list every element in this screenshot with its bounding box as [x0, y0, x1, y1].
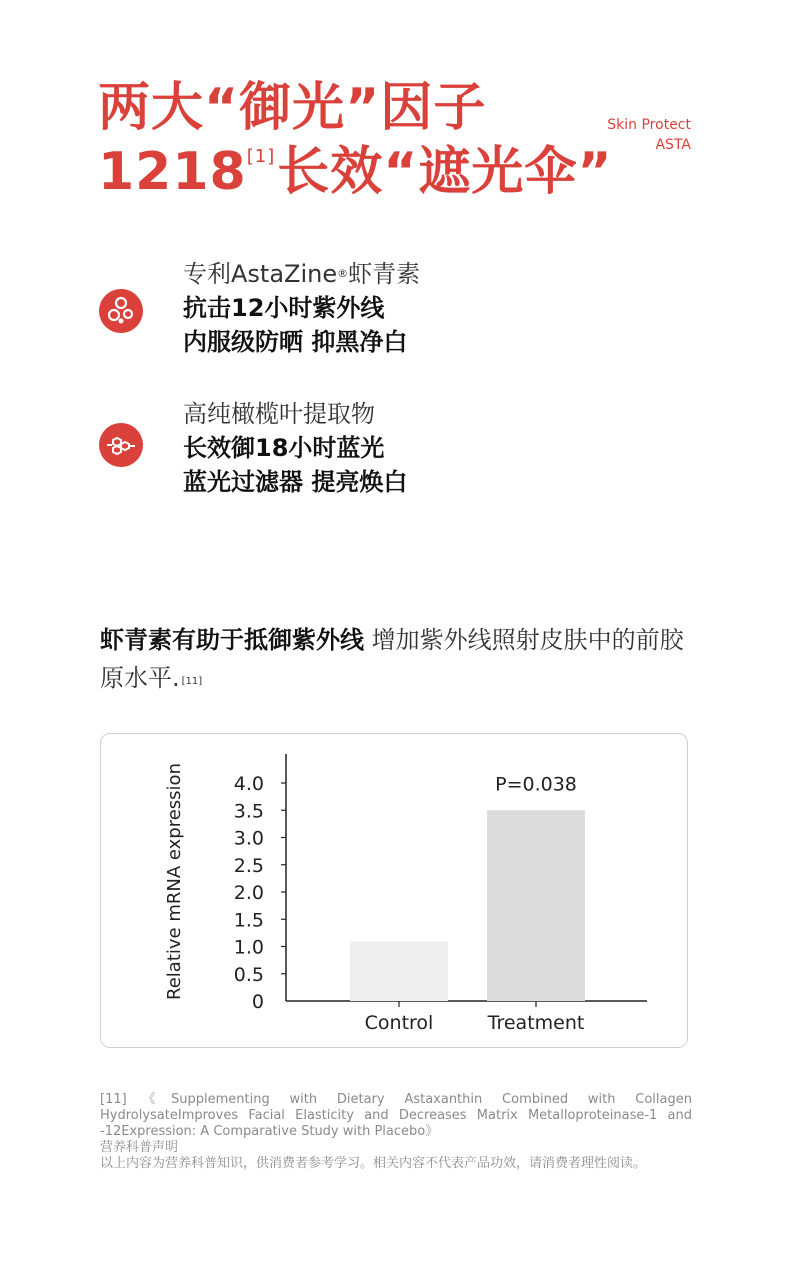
cells-icon: [99, 289, 143, 333]
feature-subtitle-text: 专利AstaZine: [183, 260, 338, 288]
brand-line2: ASTA: [655, 137, 691, 153]
y-tick-label: 3.0: [233, 827, 264, 850]
claim-ref: [11]: [181, 676, 203, 687]
feature-line2: 蓝光过滤器 提亮焕白: [183, 468, 408, 496]
x-tick-label: Control: [364, 1012, 434, 1034]
y-tick-label: 0: [251, 991, 264, 1013]
feature-astaxanthin: [183, 257, 420, 359]
brand-line1: Skin Protect: [607, 117, 691, 133]
molecule-icon: [99, 423, 143, 467]
y-tick-label: 3.5: [233, 800, 264, 823]
y-tick-label: 1.0: [233, 936, 264, 959]
x-tick-label: Treatment: [487, 1012, 585, 1034]
page-title-line2: [98, 142, 613, 202]
claim-text: [100, 621, 700, 697]
bar-treatment: [487, 810, 585, 1001]
bar-control: [350, 941, 448, 1001]
footnote-reference: [11]《Supplementing with Dietary Astaxanthin Combined with Collagen HydrolysateImproves Facial Elasticity and Decreases Matrix Metalloproteinase-1 and -12Expression: A Comparative Study with Placebo》: [100, 1092, 692, 1139]
footnote-declaration-title: 营养科普声明: [100, 1140, 179, 1155]
feature-line1: 长效御18小时蓝光: [183, 434, 385, 462]
chart-panel: [100, 733, 688, 1048]
title-number: 1218: [98, 142, 247, 202]
y-tick-label: 0.5: [233, 963, 264, 986]
title-ref-marker: [1]: [246, 146, 276, 167]
registered-mark: ®: [337, 267, 349, 280]
footnote: [100, 1092, 692, 1172]
y-tick-label: 2.0: [233, 882, 264, 904]
feature-subtitle-suffix: 虾青素: [348, 260, 421, 288]
footnote-declaration: 以上内容为营养科普知识，供消费者参考学习。相关内容不代表产品功效，请消费者理性阅读。: [100, 1156, 647, 1171]
feature-subtitle: 高纯橄榄叶提取物: [183, 400, 375, 428]
y-tick-label: 4.0: [233, 773, 264, 795]
p-value-annotation: P=0.038: [495, 773, 577, 796]
feature-line1: 抗击12小时紫外线: [183, 294, 385, 322]
bar-chart: [101, 734, 689, 1049]
feature-subtitle: [183, 257, 420, 291]
feature-line2: 内服级防晒 抑黑净白: [183, 328, 408, 356]
y-tick-label: 2.5: [233, 854, 264, 877]
title-suffix: 长效“遮光伞”: [277, 142, 613, 202]
feature-olive-leaf: [183, 397, 407, 499]
brand-tag: [607, 115, 691, 155]
claim-strong: 虾青素有助于抵御紫外线: [100, 626, 364, 654]
y-tick-label: 1.5: [233, 909, 264, 932]
claim-rest: 增加紫外线照射皮肤中的前胶原水平.: [100, 626, 684, 692]
y-axis-label: Relative mRNA expression: [164, 763, 185, 1000]
page-title-line1: 两大“御光”因子: [98, 78, 487, 138]
